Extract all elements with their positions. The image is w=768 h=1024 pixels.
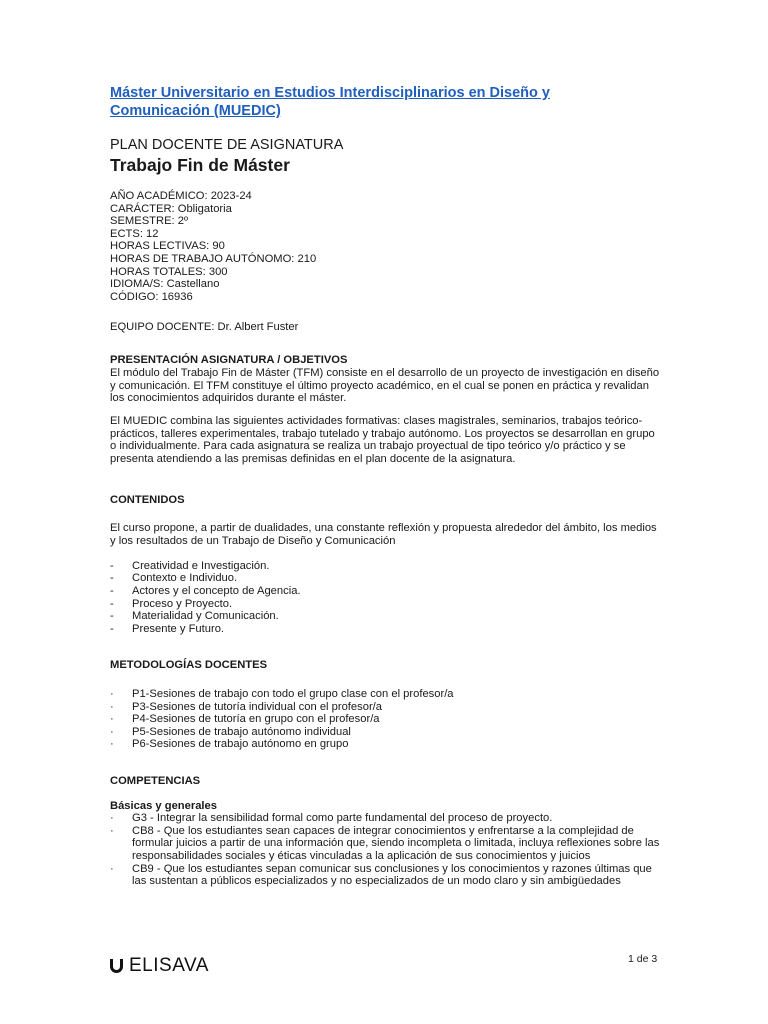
competences-heading: COMPETENCIAS [110,774,201,787]
page-number: 1 de 3 [628,953,658,965]
dash-marker: - [110,610,114,623]
lecture-hours: HORAS LECTIVAS: 90 [110,240,225,253]
list-item: - Materialidad y Comunicación. [110,610,279,623]
bullet-marker: · [110,824,114,837]
list-item: - Presente y Futuro. [110,622,225,635]
dash-marker: - [110,597,114,610]
list-item: · CB8 - Que los estudiantes sean capaces de integrar conocimientos y enfrentarse a la complejidad de formular juicios a partir de una información que, siendo incompleta o limitada, incluya reflexiones sobre las responsabilidades sociales y éticas vinculadas a la aplicación de sus conocimientos y juicios [110,824,660,862]
list-item: · P4-Sesiones de tutoría en grupo con el profesor/a [110,713,380,726]
list-item: · CB9 - Que los estudiantes sepan comunicar sus conclusiones y los conocimientos y razones últimas que las sustentan a públicos especializados y no especializados de un modo claro y sin ambigüedades [110,862,652,888]
bullet-marker: · [110,862,114,875]
semester: SEMESTRE: 2º [110,215,189,228]
bullet-marker: · [110,725,114,738]
methods-list [110,688,660,751]
list-item: · P3-Sesiones de tutoría individual con el profesor/a [110,700,383,713]
dash-marker: - [110,585,114,598]
contents-list [110,560,660,636]
competences-subheading: Básicas y generales [110,799,217,812]
list-item: - Creatividad e Investigación. [110,559,270,572]
course-metadata [110,190,660,303]
bullet-marker: · [110,812,114,825]
dash-marker: - [110,622,114,635]
list-item: - Actores y el concepto de Agencia. [110,585,301,598]
course-code: CÓDIGO: 16936 [110,290,193,303]
list-item: - Proceso y Proyecto. [110,597,233,610]
bullet-marker: · [110,700,114,713]
list-item: · G3 - Integrar la sensibilidad formal como parte fundamental del proceso de proyecto. [110,812,553,825]
teaching-team: EQUIPO DOCENTE: Dr. Albert Fuster [110,321,299,334]
dash-marker: - [110,572,114,585]
course-title: Trabajo Fin de Máster [110,155,290,175]
presentation-heading: PRESENTACIÓN ASIGNATURA / OBJETIVOS [110,354,348,367]
language: IDIOMA/S: Castellano [110,278,220,291]
total-hours: HORAS TOTALES: 300 [110,265,228,278]
methods-heading: METODOLOGÍAS DOCENTES [110,659,268,672]
plan-label: PLAN DOCENTE DE ASIGNATURA [110,137,344,153]
bullet-marker: · [110,738,114,751]
logo-text: ELISAVA [129,955,209,976]
u-logo-icon [110,959,123,973]
presentation-paragraph-2: El MUEDIC combina las siguientes actividades formativas: clases magistrales, seminarios, trabajos teórico-prácticos, talleres experimentales, trabajo tutelado y trabajo autónomo. Los proyectos se desarrollan en grupo o individualmente. Para cada asignatura se realiza un trabajo proyectual de tipo teórico y/o práctico y se presenta atendiendo a las premisas definidas en el plan docente de la asignatura. [110,415,655,466]
ects: ECTS: 12 [110,227,159,240]
list-item: · P5-Sesiones de trabajo autónomo individual [110,725,351,738]
academic-year: AÑO ACADÉMICO: 2023-24 [110,190,252,202]
list-item: · P1-Sesiones de trabajo con todo el grupo clase con el profesor/a [110,688,454,701]
dash-marker: - [110,559,114,572]
contents-heading: CONTENIDOS [110,493,185,506]
presentation-paragraph-1: El módulo del Trabajo Fin de Máster (TFM) consiste en el desarrollo de un proyecto de investigación en diseño y comunicación. El TFM constituye el último proyecto académico, en el cual se ponen en práctica y revalidan los conocimientos adquiridos durante el máster. [110,366,660,405]
contents-intro: El curso propone, a partir de dualidades, una constante reflexión y propuesta alrededor del ámbito, los medios y los resultados de un Trabajo de Diseño y Comunicación [110,522,657,548]
course-character: CARÁCTER: Obligatoria [110,202,232,215]
list-item: - Contexto e Individuo. [110,572,238,585]
program-title-link[interactable]: Máster Universitario en Estudios Interdisciplinarios en Diseño y Comunicación (MUEDIC) [110,85,550,119]
bullet-marker: · [110,688,114,701]
list-item: · P6-Sesiones de trabajo autónomo en grupo [110,738,349,751]
competences-list [110,812,660,888]
bullet-marker: · [110,713,114,726]
autonomous-hours: HORAS DE TRABAJO AUTÓNOMO: 210 [110,252,317,265]
elisava-logo [110,955,209,977]
document-content [110,84,660,888]
